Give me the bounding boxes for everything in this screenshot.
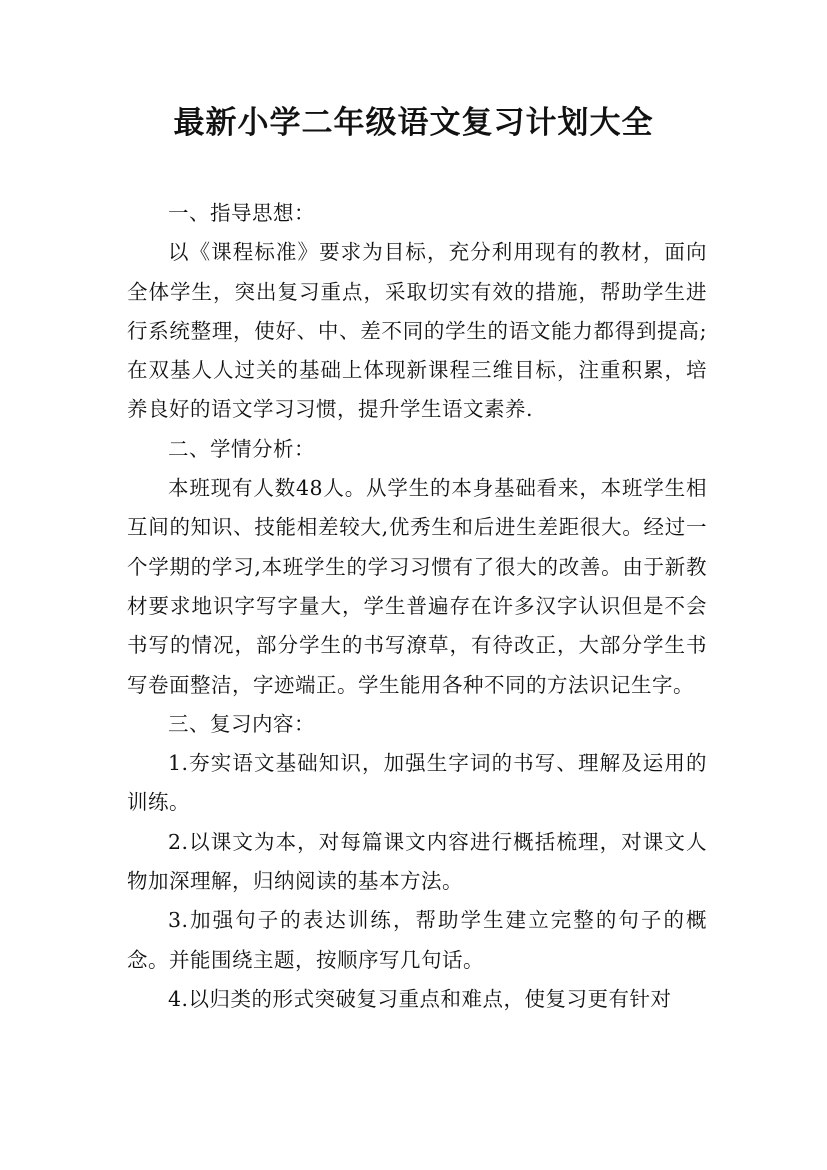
- list-item-review-3: 3.加强句子的表达训练，帮助学生建立完整的句子的概念。并能围绕主题，按顺序写几句话。: [127, 908, 707, 972]
- paragraph-guiding-idea: 以《课程标准》要求为目标，充分利用现有的教材，面向全体学生，突出复习重点，采取切实有效的措施，帮助学生进行系统整理，使好、中、差不同的学生的语文能力都得到提高;在双基人人过关的基础上体现新课程三维目标，注重积累，培养良好的语文学习习惯，提升学生语文素养.: [127, 240, 707, 422]
- document-body: [127, 194, 707, 1019]
- document-title: 最新小学二年级语文复习计划大全: [173, 105, 654, 141]
- list-item-review-2: 2.以课文为本，对每篇课文内容进行概括梳理，对课文人物加深理解，归纳阅读的基本方法。: [127, 829, 707, 894]
- paragraph-student-analysis: 本班现有人数48人。从学生的本身基础看来，本班学生相互间的知识、技能相差较大,优秀生和后进生差距很大。经过一个学期的学习,本班学生的学习习惯有了很大的改善。由于新教材要求地识字写字量大，学生普遍存在许多汉字认识但是不会书写的情况，部分学生的书写潦草，有待改正，大部分学生书写卷面整洁，字迹端正。学生能用各种不同的方法识记生字。: [127, 476, 707, 697]
- list-item-review-1: 1.夯实语文基础知识，加强生字词的书写、理解及运用的训练。: [127, 751, 707, 815]
- section-heading-review-content: 三、复习内容：: [168, 711, 315, 736]
- section-heading-guiding-idea: 一、指导思想：: [168, 201, 315, 225]
- list-item-review-4: 4.以归类的形式突破复习重点和难点，使复习更有针对: [168, 986, 672, 1011]
- section-heading-student-analysis: 二、学情分析：: [168, 436, 315, 461]
